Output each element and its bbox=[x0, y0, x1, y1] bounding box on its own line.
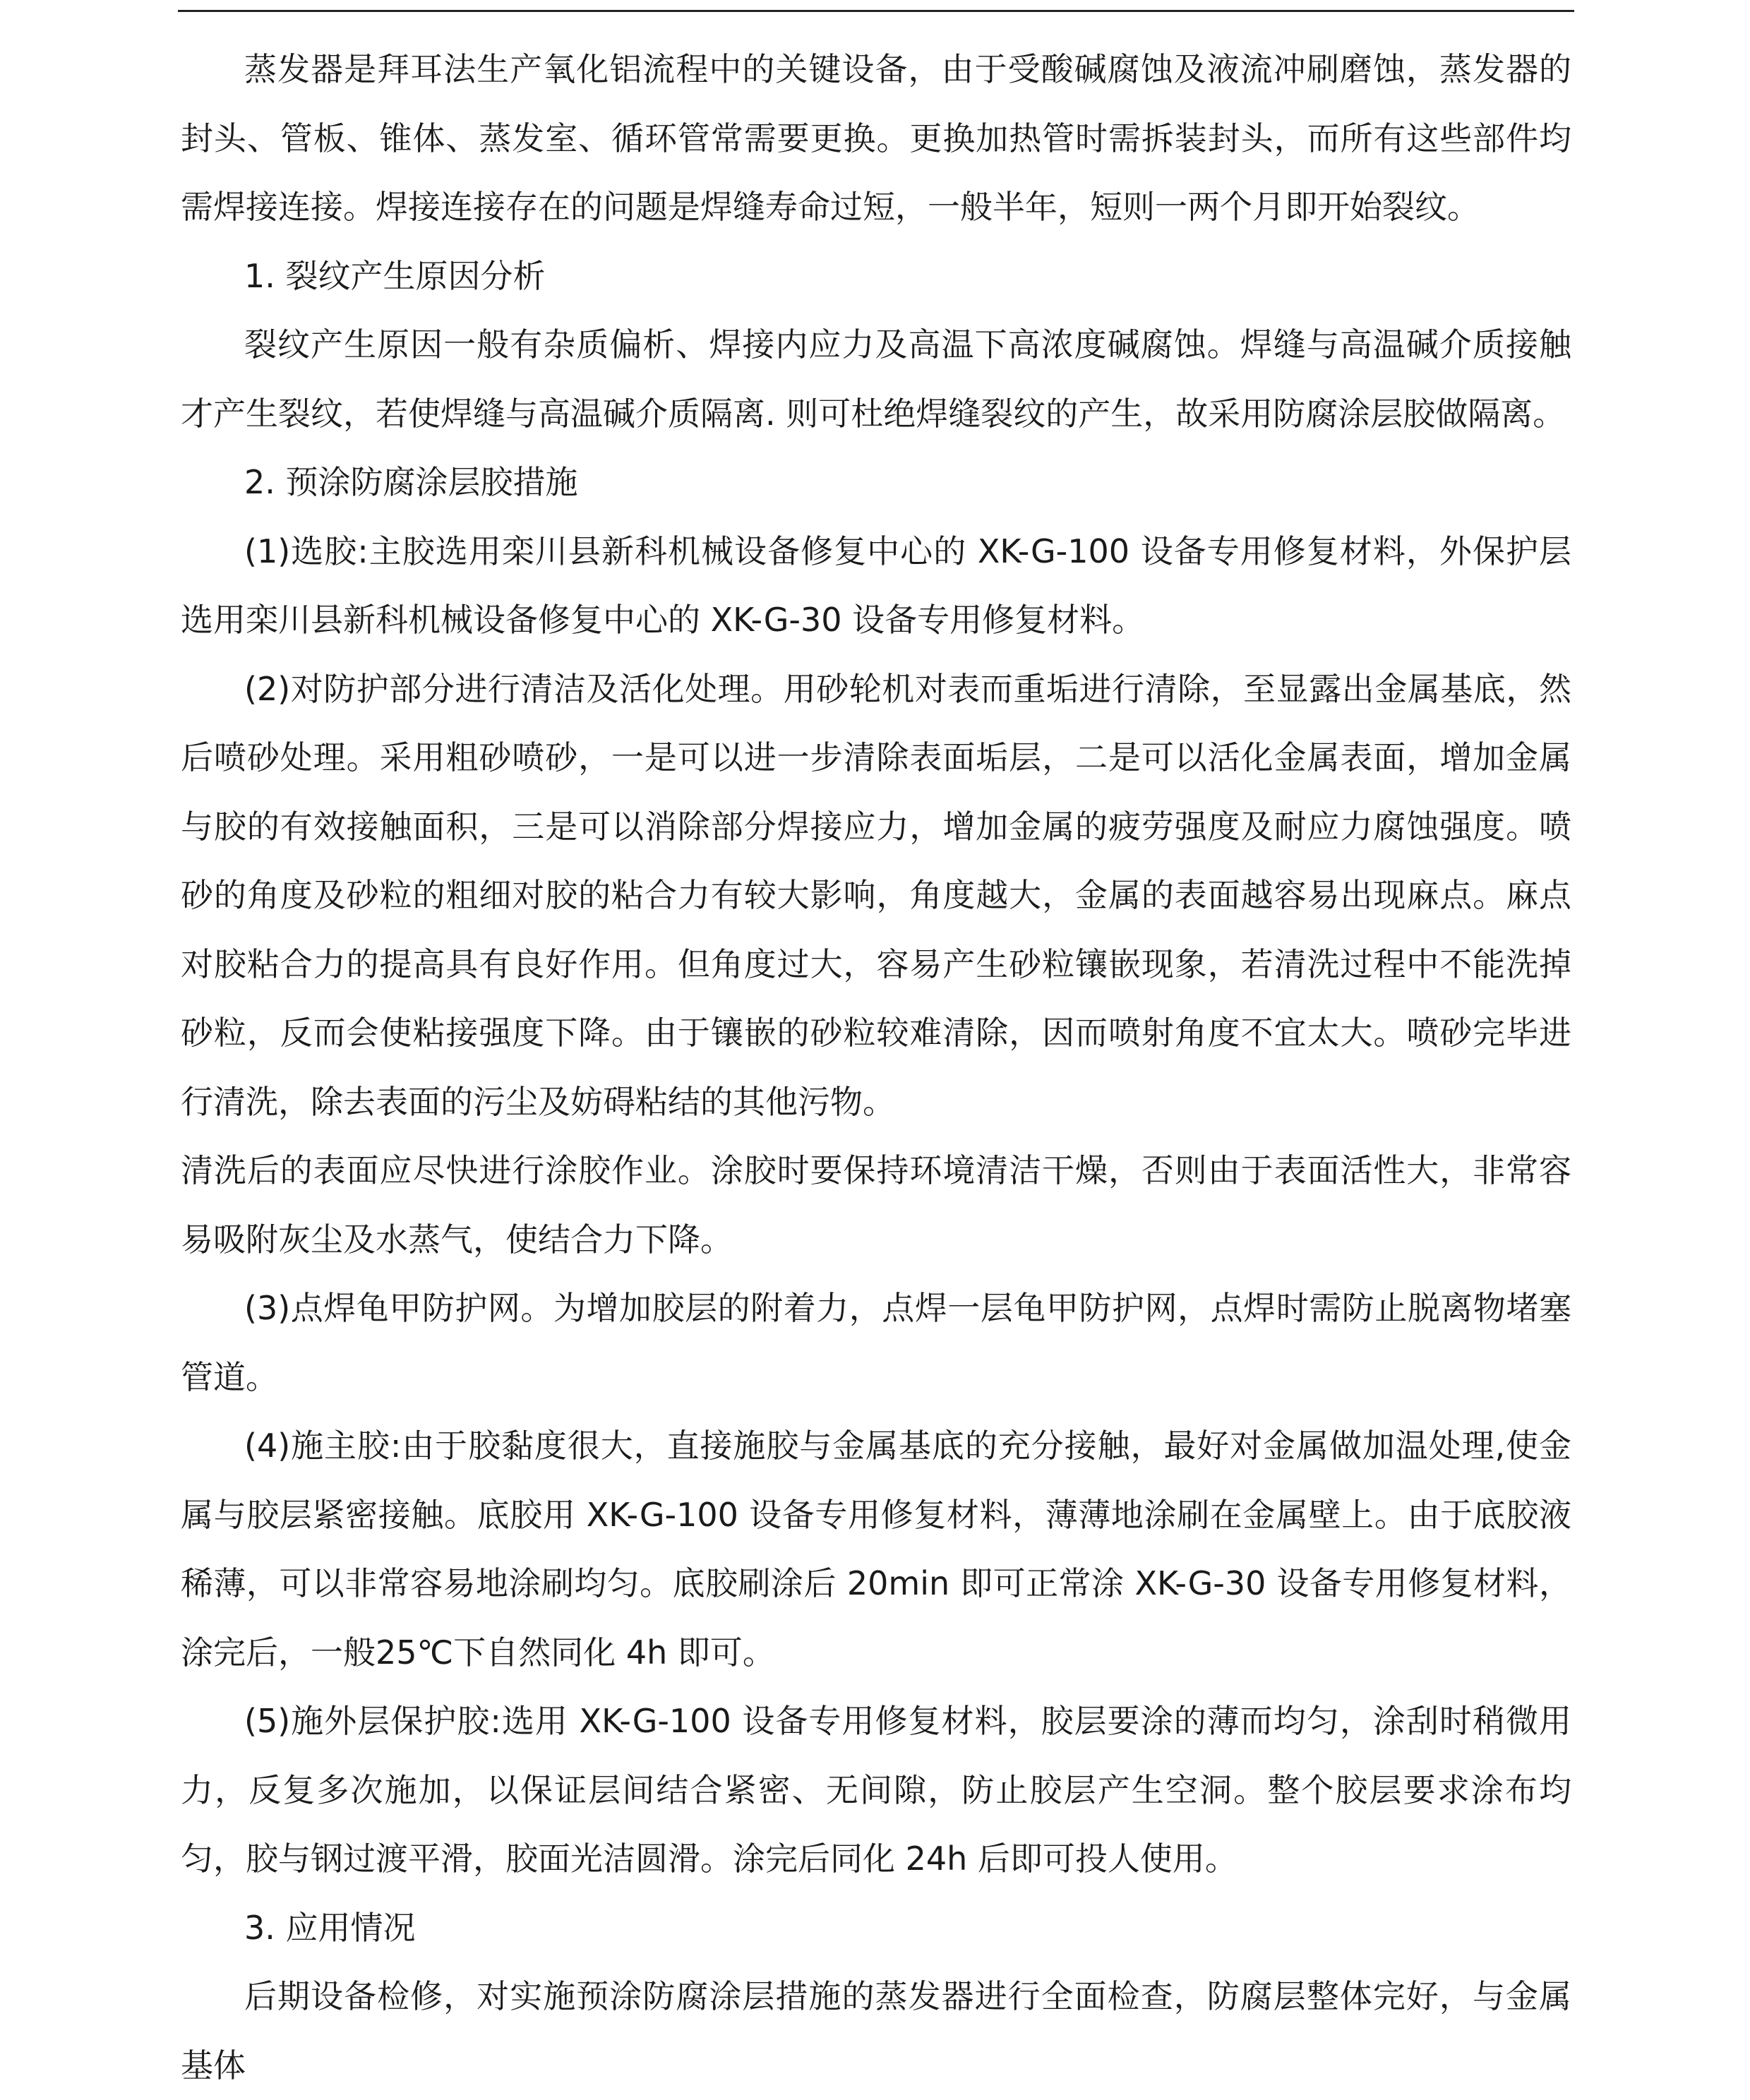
intro-paragraph: 蒸发器是拜耳法生产氧化铝流程中的关键设备，由于受酸碱腐蚀及液流冲刷磨蚀，蒸发器的封头、管板、锥体、蒸发室、循环管常需要更换。更换加热管时需拆装封头，而所有这些部件均需焊接连接。焊接连接存在的问题是焊缝寿命过短，一般半年，短则一两个月即开始裂纹。 bbox=[181, 50, 1571, 226]
step-5-paragraph: (5)施外层保护胶:选用 XK-G-100 设备专用修复材料，胶层要涂的薄而均匀，涂刮时稍微用力，反复多次施加，以保证层间结合紧密、无间隙，防止胶层产生空洞。整个胶层要求涂布均匀，胶与钢过渡平滑，胶面光洁圆滑。涂完后同化 24h 后即可投人使用。 bbox=[181, 1702, 1571, 1878]
step-1-paragraph: (1)选胶:主胶选用栾川县新科机械设备修复中心的 XK-G-100 设备专用修复材料，外保护层选用栾川县新科机械设备修复中心的 XK-G-30 设备专用修复材料。 bbox=[181, 532, 1571, 639]
step-4-paragraph: (4)施主胶:由于胶黏度很大，直接施胶与金属基底的充分接触，最好对金属做加温处理,使金属与胶层紧密接触。底胶用 XK-G-100 设备专用修复材料，薄薄地涂刷在金属壁上。由于底胶液稀薄，可以非常容易地涂刷均匀。底胶刷涂后 20min 即可正常涂 XK-G-30 设备专用修复材料，涂完后，一般25℃下自然同化 4h 即可。 bbox=[181, 1427, 1571, 1672]
section-heading-coating-measures: 2. 预涂防腐涂层胶措施 bbox=[244, 463, 578, 501]
document-body bbox=[181, 35, 1571, 2100]
crack-cause-paragraph: 裂纹产生原因一般有杂质偏析、焊接内应力及高温下高浓度碱腐蚀。焊缝与高温碱介质接触才产生裂纹，若使焊缝与高温碱介质隔离. 则可杜绝焊缝裂纹的产生，故采用防腐涂层胶做隔离。 bbox=[181, 325, 1571, 433]
section-heading-crack-cause: 1. 裂纹产生原因分析 bbox=[244, 256, 546, 295]
step-2-paragraph: (2)对防护部分进行清洁及活化处理。用砂轮机对表而重垢进行清除，至显露出金属基底，然后喷砂处理。采用粗砂喷砂，一是可以进一步清除表面垢层，二是可以活化金属表面，增加金属与胶的有效接触面积，三是可以消除部分焊接应力，增加金属的疲劳强度及耐应力腐蚀强度。喷砂的角度及砂粒的粗细对胶的粘合力有较大影响，角度越大，金属的表面越容易出现麻点。麻点对胶粘合力的提高具有良好作用。但角度过大，容易产生砂粒镶嵌现象，若清洗过程中不能洗掉砂粒，反而会使粘接强度下降。由于镶嵌的砂粒较难清除，因而喷射角度不宜太大。喷砂完毕进行清洗，除去表面的污尘及妨碍粘结的其他污物。 bbox=[181, 669, 1571, 1121]
application-paragraph: 后期设备检修，对实施预涂防腐涂层措施的蒸发器进行全面检查，防腐层整体完好，与金属基体 bbox=[181, 1977, 1571, 2084]
header-rule bbox=[178, 10, 1574, 12]
section-heading-application: 3. 应用情况 bbox=[244, 1908, 416, 1947]
step-3-paragraph: (3)点焊龟甲防护网。为增加胶层的附着力，点焊一层龟甲防护网，点焊时需防止脱离物堵塞管道。 bbox=[181, 1289, 1571, 1396]
cleaning-paragraph: 清洗后的表面应尽快进行涂胶作业。涂胶时要保持环境清洁干燥，否则由于表面活性大，非常容易吸附灰尘及水蒸气，使结合力下降。 bbox=[181, 1151, 1571, 1259]
